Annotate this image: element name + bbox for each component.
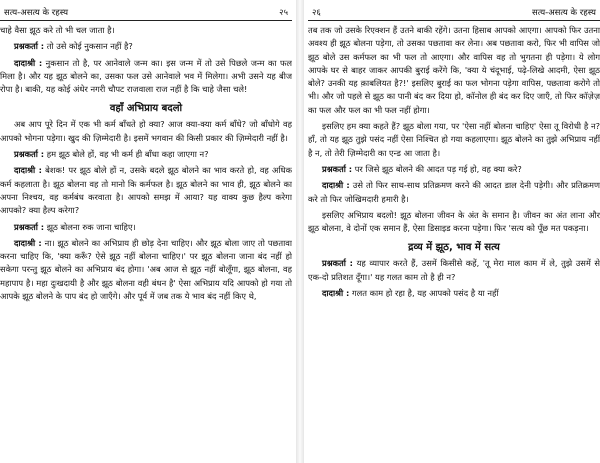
paragraph: प्रश्नकर्ता : झूठ बोलना रुक जाना चाहिए।	[14, 221, 136, 232]
right-page-number: २६	[312, 8, 321, 18]
left-page-header	[0, 6, 292, 21]
right-header-title: सत्य-असत्य के रहस्य	[531, 8, 596, 18]
paragraph: तब तक जो उसके रिएक्शन हैं उतने बाकी रहेंगे। उतना हिसाब आपको आएगा। आपको फिर उतना अवश्य ही झूठ बोलना पड़ेगा, तो उसका पछतावा कर लेना। अब पछतावा करो, फिर भी वापिस जो झूठ बोले उस कर्मफल का भी फल तो आएगा। और वापिस वह तो भुगतना ही पड़ेगा। ये लोग आपके घर से बाहर जाकर आपकी बुराई करेंगे कि, 'क्या ये चंदूभाई, पढ़े-लिखे आदमी, ऐसा झूठ बोले? उनकी यह क़ाबलियत है?!' इसलिए बुराई का फल भोगना पड़ेगा वापिस, पछतावा करोगे तो भी। और जो पहले से झूठ का पानी बंद कर दिया हो, कॉनोल ही बंद कर दिए जाएँ, तो फिर कॉज़ेज़ का फल और फल का भी फल नहीं होगा।	[308, 25, 600, 115]
paragraph: प्रश्नकर्ता : पर जिसे झूठ बोलने की आदत पड़ गई हो, वह क्या करे?	[322, 163, 522, 174]
paragraph: दादाश्री : उसे तो फिर साथ-साथ प्रतिक्रमण करने की आदत डाल देनी पड़ेगी। और प्रतिक्रमण करे तो फिर जोखिमदारी हमारी है।	[308, 180, 600, 204]
left-page	[0, 0, 292, 463]
paragraph: इसलिए अभिप्राय बदलो! झूठ बोलना जीवन के अंत के समान है। जीवन का अंत लाना और झूठ बोलना, वे दोनों एक समान हैं, ऐसा डिसाइड करना पड़ेगा। फिर 'सत्य को पूँछ मत पकड़ना।	[308, 209, 600, 234]
paragraph: दादाश्री : बेशक! पर झूठ बोले हों न, उसके बदले झूठ बोलने का भाव करते हो, वह अधिक कर्म कहलाता है। झूठ बोलना वह तो मानो कि कर्मफल है। झूठ बोलने का भाव ही, झूठ बोलने का अपना निश्चय, वह कर्मबंध करवाता है। आपको समझ में आया? यह वाक्य कुछ हैल्प करेगा आपको? क्या हैल्प करेगा?	[0, 165, 292, 216]
paragraph: प्रश्नकर्ता : तो उसे कोई नुकसान नहीं है?	[14, 41, 133, 52]
paragraph: दादाश्री : ना। झूठ बोलने का अभिप्राय ही छोड़ देना चाहिए। और झूठ बोला जाए तो पछतावा करना चाहिए कि, 'क्या करूँ? ऐसे झूठ नहीं बोलना चाहिए।' पर झूठ बोलना जाना बंद नहीं हो सकेगा परन्तु झूठ बोलने का अभिप्राय बंद होगा। 'अब आज से झूठ नहीं बोलूँगा, झूठ बोलना, वह महापाप है। महा दुःखदायी है और झूठ बोलना वही बंधन है' ऐसा अभिप्राय यदि आपको हो गया तो आपके झूठ बोलने के पाप बंद हो जाएँगे। और पूर्व में जब तक ये भाव बंद नहीं किए थे,	[0, 237, 292, 302]
left-page-number: २५	[279, 8, 288, 18]
right-page-body	[308, 24, 600, 463]
right-page-header	[308, 6, 600, 21]
right-page	[308, 0, 600, 463]
left-page-body	[0, 24, 292, 463]
section-title: वहाँ अभिप्राय बदलो	[109, 103, 183, 115]
paragraph: चाहे वैसा झूठ करे तो भी चल जाता है।	[0, 25, 115, 35]
paragraph: प्रश्नकर्ता : हम झूठ बोले हों, वह भी कर्म ही बाँधा कहा जाएगा न?	[14, 149, 209, 160]
book-gutter	[296, 0, 304, 463]
paragraph: दादाश्री : नुकसान तो है, पर आनेवाले जन्म का। इस जन्म में तो उसे पिछले जन्म का फल मिला है। और यह झूठ बोलने का, उसका फल उसे आनेवाले भव में मिलेगा। अभी उसने यह बीज रोपा है। बाकी, यह कोई अंधेर नगरी चौपट राजवाला राज नहीं है कि चाहे जैसा चले!	[0, 57, 292, 95]
paragraph: दादाश्री : गलत काम हो रहा है, यह आपको पसंद है या नहीं	[322, 288, 499, 299]
paragraph: प्रश्नकर्ता : यह व्यापार करते हैं, उसमें किसीसे कहें, 'तू मेरा माल काम में ले, तुझे उसमें से एक-दो प्रतिशत दूँगा।' यह गलत काम तो है ही न?	[308, 258, 600, 282]
left-header-title: सत्य-असत्य के रहस्य	[4, 8, 69, 18]
section-title: द्रव्य में झूठ, भाव में सत्य	[408, 242, 500, 254]
paragraph: इसलिए हम क्या कहते हैं? झूठ बोला गया, पर 'ऐसा नहीं बोलना चाहिए' ऐसा तू विरोधी है न? हाँ, तो यह झूठ तुझे पसंद नहीं ऐसा निश्चित हो गया कहलाएगा। झूठ बोलने का तुझे अभिप्राय नहीं है न, तो तेरी ज़िम्मेदारी का एन्ड आ जाता है।	[308, 121, 600, 158]
paragraph: अब आप पूरे दिन में एक भी कर्म बाँधते हो क्या? आज क्या-क्या कर्म बाँधे? जो बाँधोगे वह आपको भोगना पड़ेगा। खुद की ज़िम्मेदारी है। इसमें भगवान की किसी प्रकार की ज़िम्मेदारी नहीं है।	[0, 119, 292, 143]
